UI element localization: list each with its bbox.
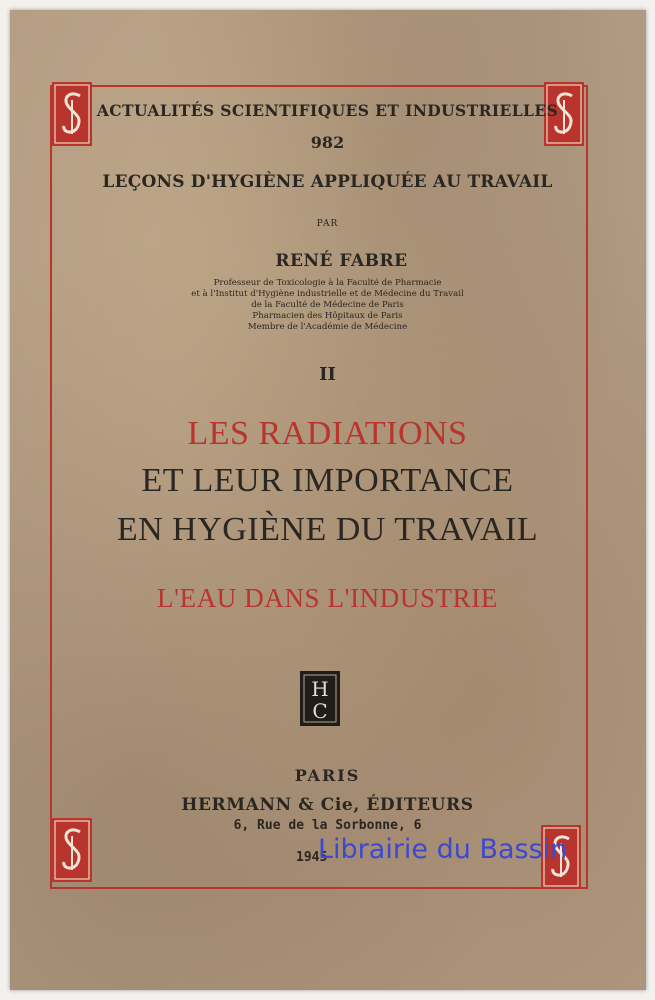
mark-letter-c: C xyxy=(312,699,328,723)
main-title-line-1: LES RADIATIONS xyxy=(187,415,468,452)
series-title: ACTUALITÉS SCIENTIFIQUES ET INDUSTRIELLES xyxy=(96,101,559,120)
course-title: LEÇONS D'HYGIÈNE APPLIQUÉE AU TRAVAIL xyxy=(102,172,553,192)
series-number: 982 xyxy=(310,133,345,152)
watermark-text: Librairie du Bassin xyxy=(318,834,568,865)
by-label: PAR xyxy=(316,219,339,229)
credential-line: et à l'Institut d'Hygiène industrielle et de Médecine du Travail xyxy=(191,289,464,299)
publication-year: 1945 xyxy=(296,850,328,865)
main-title-line-2: ET LEUR IMPORTANCE xyxy=(141,462,514,499)
subtitle: L'EAU DANS L'INDUSTRIE xyxy=(157,583,498,613)
credential-line: de la Faculté de Médecine de Paris xyxy=(251,300,404,310)
publisher-mark-icon xyxy=(299,670,343,728)
credential-line: Pharmacien des Hôpitaux de Paris xyxy=(252,311,403,321)
credential-line: Professeur de Toxicologie à la Faculté de Pharmacie xyxy=(213,278,442,288)
publisher-name: HERMANN & Cie, ÉDITEURS xyxy=(181,795,474,815)
publisher-address: 6, Rue de la Sorbonne, 6 xyxy=(233,818,422,833)
credential-line: Membre de l'Académie de Médecine xyxy=(247,322,408,332)
author-credentials xyxy=(0,278,655,333)
volume-number: II xyxy=(319,364,336,385)
author-name: RENÉ FABRE xyxy=(275,251,408,271)
mark-letter-h: H xyxy=(311,677,329,701)
main-title-line-3: EN HYGIÈNE DU TRAVAIL xyxy=(116,511,539,548)
publication-city: PARIS xyxy=(294,766,361,785)
